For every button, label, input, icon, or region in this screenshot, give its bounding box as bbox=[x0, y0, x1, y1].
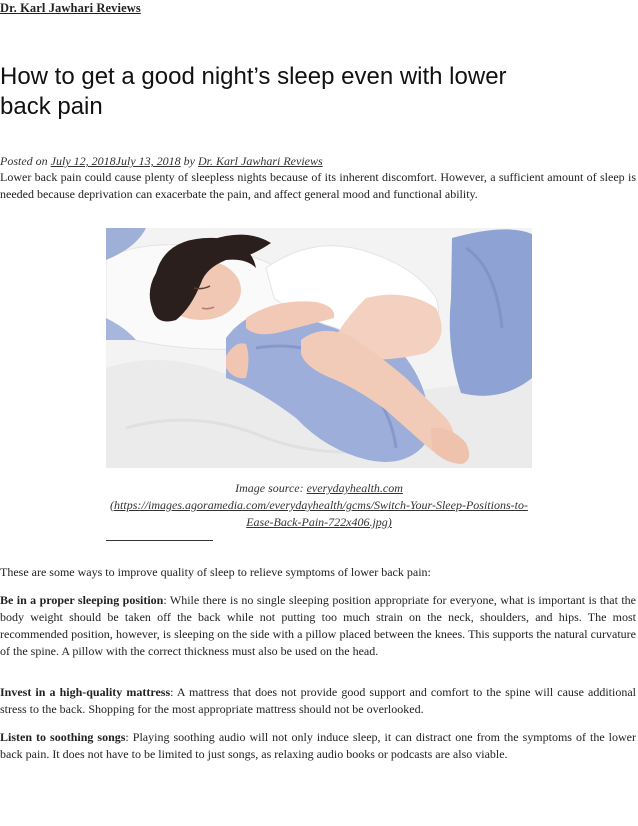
tip-title: Invest in a high-quality mattress bbox=[0, 685, 171, 699]
posted-on-label: Posted on bbox=[0, 154, 48, 168]
post-date-link[interactable]: July 12, 2018July 13, 2018 bbox=[50, 154, 181, 168]
tip-text: : While there is no single sleeping position appropriate for everyone, what is important is that the body weight should be taken off the back while not putting too much strain on the neck, shoulders, and hips. The most recommended position, however, is sleeping on the side with a pillow placed between the knees. This supports the natural curvature of the spine. A pillow with the correct thickness must also be used on the head. bbox=[0, 593, 637, 658]
by-label: by bbox=[183, 154, 195, 168]
woman-sleeping-photo bbox=[106, 228, 532, 468]
post-meta bbox=[0, 154, 323, 169]
tip-title: Be in a proper sleeping position bbox=[0, 593, 164, 607]
image-caption bbox=[100, 480, 538, 531]
footnote-divider bbox=[106, 540, 213, 541]
post-title: How to get a good night’s sleep even with lower back pain bbox=[0, 63, 507, 120]
image-url-link[interactable]: (https://images.agoramedia.com/everydayhealth/gcms/Switch-Your-Sleep-Positions-to-Ease-Back-Pain-722x406.jpg) bbox=[110, 498, 528, 529]
intro-paragraph: Lower back pain could cause plenty of sleepless nights because of its inherent discomfort. However, a sufficient amount of sleep is needed because deprivation can exacerbate the pain, and affect general mood and functional ability. bbox=[0, 170, 636, 201]
tip-paragraph-soothing-songs bbox=[0, 729, 636, 763]
site-title-link[interactable]: Dr. Karl Jawhari Reviews bbox=[0, 1, 141, 15]
tip-paragraph-sleeping-position bbox=[0, 592, 636, 660]
tip-title: Listen to soothing songs bbox=[0, 730, 126, 744]
image-source-link[interactable]: everydayhealth.com bbox=[306, 481, 403, 495]
tip-paragraph-mattress bbox=[0, 684, 636, 718]
ways-intro-paragraph: These are some ways to improve quality of sleep to relieve symptoms of lower back pain: bbox=[0, 565, 431, 579]
tip-text: : Playing soothing audio will not only induce sleep, it can distract one from the symptoms of the lower back pain. It does not have to be limited to just songs, as relaxing audio books or podcasts are also viable. bbox=[0, 730, 636, 761]
tip-text: : A mattress that does not provide good support and comfort to the spine will cause additional stress to the back. Shopping for the most appropriate mattress should not be overlooked. bbox=[0, 685, 637, 716]
author-link[interactable]: Dr. Karl Jawhari Reviews bbox=[197, 154, 323, 168]
caption-prefix: Image source: bbox=[235, 481, 304, 495]
